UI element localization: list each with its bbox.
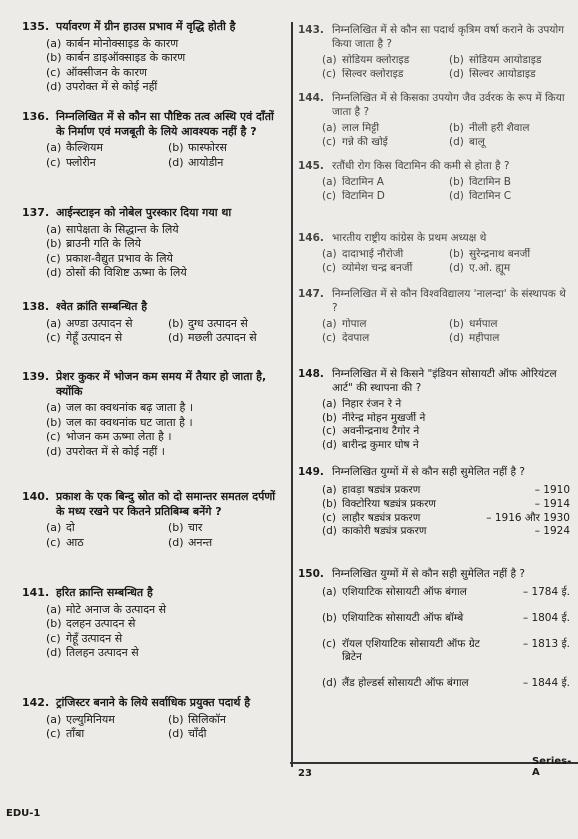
option-b: (b) नीरेन्द्र मोहन मुखर्जी ने: [322, 411, 426, 424]
option-d: (d) बालू: [449, 135, 485, 148]
option-b: (b) फास्फोरस: [168, 141, 227, 155]
option-a: (a) कार्बन मोनोक्साइड के कारण: [46, 36, 179, 50]
option-c: (c) फ्लोरीन: [46, 155, 96, 169]
option-c: (c) लाहौर षड्यंत्र प्रकरण – 1916 और 1930: [322, 511, 570, 524]
option-a: (a) जल का क्वथनांक बढ़ जाता है ।: [46, 401, 194, 415]
option-c: (c) रॉयल एशियाटिक सोसायटी ऑफ ग्रेट ब्रिटेन – 1813 ई.: [322, 637, 570, 664]
question-141: 141. हरित क्रान्ति सम्बन्धित है (a) मोटे अनाज के उत्पादन से (b) दलहन उत्पादन से (c) गेहूँ उत्पादन से (d) तिलहन उत्पादन से: [22, 586, 284, 661]
option-a: (a) निहार रंजन रे ने: [322, 397, 402, 410]
question-137: 137. आईन्स्टाइन को नोबेल पुरस्कार दिया गया था (a) सापेक्षता के सिद्धान्त के लिये (b) ब्राउनी गति के लिये (c) प्रकाश-वैद्युत प्रभाव के लिये (d) ठोसों की विशिष्ट ऊष्मा के लिये: [22, 206, 284, 281]
option-d: (d) आयोडीन: [168, 155, 224, 169]
option-a: (a) अण्डा उत्पादन से: [46, 316, 133, 330]
option-c: (c) अवनीन्द्रनाथ टैगोर ने: [322, 425, 420, 438]
option-d: (d) ए.ओ. ह्यूम: [449, 261, 511, 274]
question-147: 147. निम्नलिखित में से कौन विश्वविद्यालय 'नालन्दा' के संस्थापक थे ? (a) गोपाल (b) धर्मपाल (c) देवपाल (d) महीपाल: [298, 288, 570, 345]
option-d: (d) मछली उत्पादन से: [168, 331, 257, 345]
option-d: (d) लैंड होल्डर्स सोसायटी ऑफ बंगाल – 1844 ई.: [322, 677, 570, 690]
option-a: (a) मोटे अनाज के उत्पादन से: [46, 602, 167, 616]
option-a: (a) सापेक्षता के सिद्धान्त के लिये: [46, 222, 179, 236]
question-138: 138. श्वेत क्रांति सम्बन्धित है (a) अण्डा उत्पादन से (b) दुग्ध उत्पादन से (c) गेहूँ उत्पादन से (d) मछली उत्पादन से: [22, 300, 284, 346]
option-d: (d) ठोसों की विशिष्ट ऊष्मा के लिये: [46, 266, 187, 280]
option-d: (d) सिल्वर आयोडाइड: [449, 67, 536, 80]
option-b: (b) एशियाटिक सोसायटी ऑफ बॉम्बे – 1804 ई.: [322, 611, 570, 624]
option-c: (c) विटामिन D: [322, 189, 385, 202]
option-c: (c) भोजन कम ऊष्मा लेता है ।: [46, 430, 172, 444]
option-d: (d) अनन्त: [168, 535, 213, 549]
option-b: (b) विक्टोरिया षड्यंत्र प्रकरण – 1914: [322, 497, 570, 510]
option-c: (c) गन्ने की खोई: [322, 135, 388, 148]
option-d: (d) उपरोक्त में से कोई नहीं: [46, 80, 158, 94]
option-b: (b) नीली हरी शैवाल: [449, 121, 530, 134]
option-c: (c) गेहूँ उत्पादन से: [46, 331, 123, 345]
question-135: 135. पर्यावरण में ग्रीन हाउस प्रभाव में वृद्धि होती है (a) कार्बन मोनोक्साइड के कारण (b) कार्बन डाइऑक्साइड के कारण (c) ऑक्सीजन के कारण (d) उपरोक्त में से कोई नहीं: [22, 20, 284, 95]
option-a: (a) गोपाल: [322, 317, 367, 330]
option-c: (c) ताँबा: [46, 727, 85, 741]
column-divider: [291, 22, 293, 767]
option-d: (d) विटामिन C: [449, 189, 512, 202]
option-b: (b) धर्मपाल: [449, 317, 498, 330]
option-b: (b) सोडियम आयोडाइड: [449, 53, 542, 66]
paper-code: EDU-1: [6, 808, 41, 819]
option-c: (c) सिल्वर क्लोराइड: [322, 67, 404, 80]
option-a: (a) दो: [46, 521, 75, 535]
option-c: (c) गेहूँ उत्पादन से: [46, 631, 123, 645]
option-d: (d) काकोरी षड्यंत्र प्रकरण – 1924: [322, 525, 570, 538]
option-b: (b) जल का क्वथनांक घट जाता है ।: [46, 415, 193, 429]
question-145: 145. रतौंधी रोग किस विटामिन की कमी से होता है ? (a) विटामिन A (b) विटामिन B (c) विटामिन D (d) विटामिन C: [298, 160, 570, 204]
question-146: 146. भारतीय राष्ट्रीय कांग्रेस के प्रथम अध्यक्ष थे (a) दादाभाई नौरोजी (b) सुरेन्द्रनाथ बनर्जी (c) व्योमेश चन्द्र बनर्जी (d) ए.ओ. ह्यूम: [298, 232, 570, 276]
option-a: (a) विटामिन A: [322, 175, 384, 188]
option-c: (c) ऑक्सीजन के कारण: [46, 65, 147, 79]
question-150: 150. निम्नलिखित युग्मों में से कौन सही सुमेलित नहीं है ? (a) एशियाटिक सोसायटी ऑफ बंगाल – 1784 ई. (b) एशियाटिक सोसायटी ऑफ बॉम्बे – 1804 ई. (c) रॉयल एशियाटिक सोसायटी ऑफ ग्रेट ब्रिटेन – 1813 ई. (d) लैंड होल्डर्स सोसायटी ऑफ बंगाल – 1844 ई.: [298, 568, 570, 690]
option-a: (a) लाल मिट्टी: [322, 121, 380, 134]
option-b: (b) सिलिकॉन: [168, 712, 226, 726]
question-136: 136. निम्नलिखित में से कौन सा पौष्टिक तत्व अस्थि एवं दाँतों के निर्माण एवं मजबूती के लिये आवश्यक नहीं है ? (a) कैल्शियम (b) फास्फोरस (c) फ्लोरीन (d) आयोडीन: [22, 110, 284, 170]
option-c: (c) प्रकाश-वैद्युत प्रभाव के लिये: [46, 251, 173, 265]
option-b: (b) सुरेन्द्रनाथ बनर्जी: [449, 247, 531, 260]
option-a: (a) एशियाटिक सोसायटी ऑफ बंगाल – 1784 ई.: [322, 585, 570, 598]
option-d: (d) बारीन्द्र कुमार घोष ने: [322, 439, 419, 452]
option-b: (b) चार: [168, 521, 203, 535]
series-label: Series-A: [532, 756, 572, 778]
option-a: (a) एल्युमिनियम: [46, 712, 115, 726]
option-a: (a) दादाभाई नौरोजी: [322, 247, 404, 260]
question-140: 140. प्रकाश के एक बिन्दु स्रोत को दो समान्तर समतल दर्पणों के मध्य रखने पर कितने प्रतिबिम्ब बनेंगे ? (a) दो (b) चार (c) आठ (d) अनन्त: [22, 490, 284, 550]
question-149: 149. निम्नलिखित युग्मों में से कौन सही सुमेलित नहीं है ? (a) हावड़ा षड्यंत्र प्रकरण – 1910 (b) विक्टोरिया षड्यंत्र प्रकरण – 1914 (c) लाहौर षड्यंत्र प्रकरण – 1916 और 1930 (d) काकोरी षड्यंत्र प्रकरण – 1924: [298, 466, 570, 538]
question-144: 144. निम्नलिखित में से किसका उपयोग जैव उर्वरक के रूप में किया जाता है ? (a) लाल मिट्टी (b) नीली हरी शैवाल (c) गन्ने की खोई (d) बालू: [298, 92, 570, 149]
question-143: 143. निम्नलिखित में से कौन सा पदार्थ कृत्रिम वर्षा कराने के उपयोग किया जाता है ? (a) सोडियम क्लोराइड (b) सोडियम आयोडाइड (c) सिल्वर क्लोराइड (d) सिल्वर आयोडाइड: [298, 24, 570, 81]
option-d: (d) चाँदी: [168, 727, 207, 741]
option-b: (b) ब्राउनी गति के लिये: [46, 237, 142, 251]
option-d: (d) उपरोक्त में से कोई नहीं ।: [46, 444, 165, 458]
page-number: 23: [298, 768, 312, 779]
option-b: (b) दुग्ध उत्पादन से: [168, 316, 248, 330]
question-142: 142. ट्रांजिस्टर बनाने के लिये सर्वाधिक प्रयुक्त पदार्थ है (a) एल्युमिनियम (b) सिलिकॉन (c) ताँबा (d) चाँदी: [22, 696, 284, 742]
option-b: (b) विटामिन B: [449, 175, 511, 188]
option-c: (c) देवपाल: [322, 331, 370, 344]
option-d: (d) महीपाल: [449, 331, 500, 344]
question-148: 148. निम्नलिखित में से किसने "इंडियन सोसायटी ऑफ ओरियंटल आर्ट" की स्थापना की ? (a) निहार रंजन रे ने (b) नीरेन्द्र मोहन मुखर्जी ने (c) अवनीन्द्रनाथ टैगोर ने (d) बारीन्द्र कुमार घोष ने: [298, 368, 570, 453]
question-139: 139. प्रेशर कुकर में भोजन कम समय में तैयार हो जाता है, क्योंकि (a) जल का क्वथनांक बढ़ जाता है । (b) जल का क्वथनांक घट जाता है । (c) भोजन कम ऊष्मा लेता है । (d) उपरोक्त में से कोई नहीं ।: [22, 370, 284, 459]
option-b: (b) दलहन उत्पादन से: [46, 617, 136, 631]
option-a: (a) कैल्शियम: [46, 141, 104, 155]
option-c: (c) व्योमेश चन्द्र बनर्जी: [322, 261, 413, 274]
option-d: (d) तिलहन उत्पादन से: [46, 646, 139, 660]
option-b: (b) कार्बन डाइऑक्साइड के कारण: [46, 51, 186, 65]
option-a: (a) हावड़ा षड्यंत्र प्रकरण – 1910: [322, 483, 570, 496]
option-a: (a) सोडियम क्लोराइड: [322, 53, 410, 66]
option-c: (c) आठ: [46, 535, 84, 549]
